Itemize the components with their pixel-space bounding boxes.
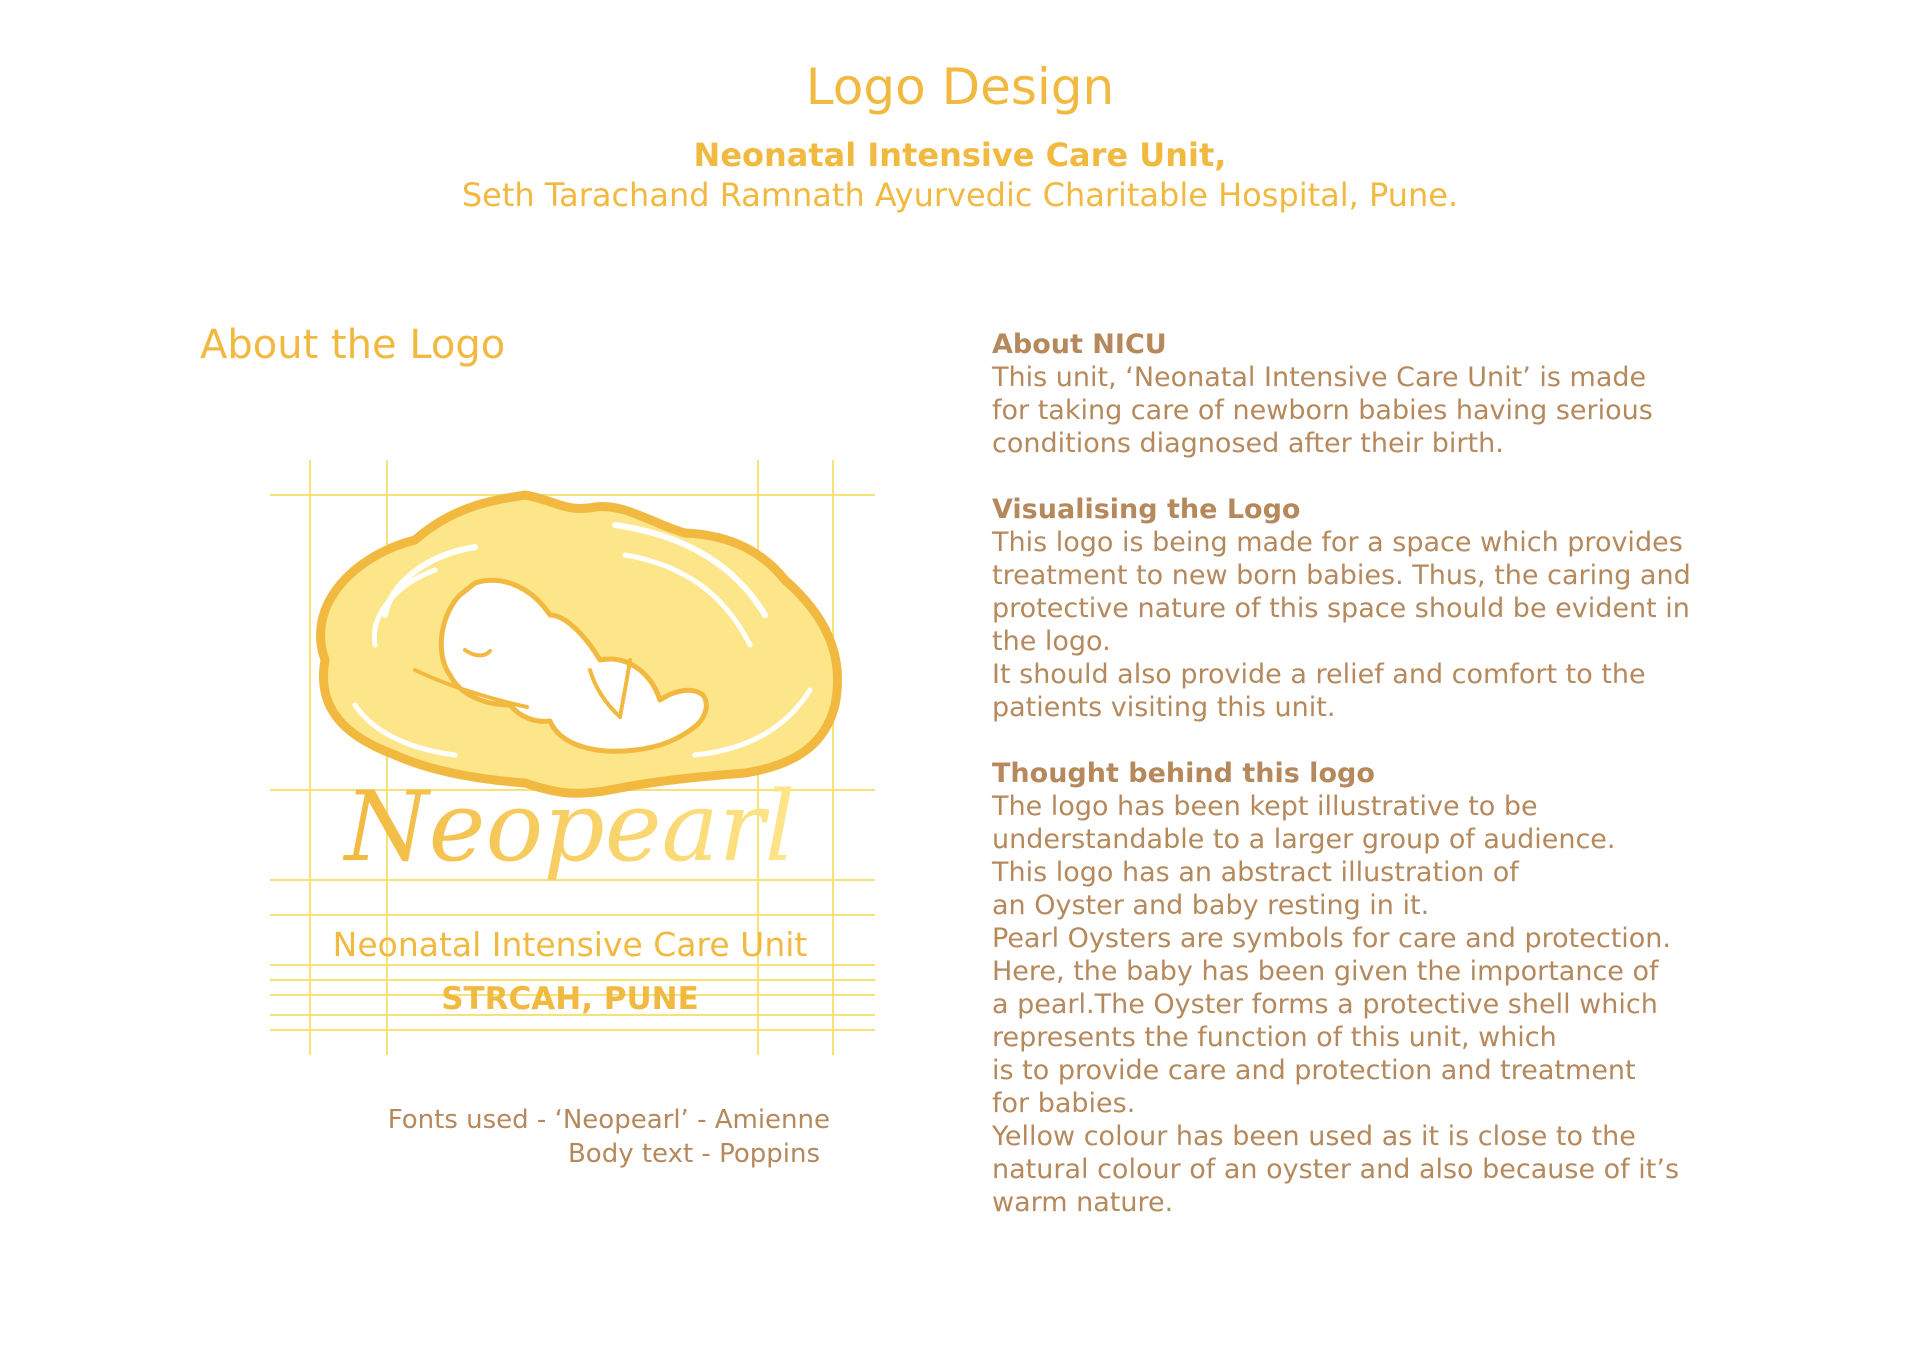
fonts-note-line: Body text - Poppins bbox=[567, 1139, 820, 1169]
fonts-used-note bbox=[300, 1103, 830, 1171]
section-line: This logo is being made for a space which provides bbox=[992, 527, 1683, 558]
logo-wordmark-svg bbox=[265, 780, 875, 890]
section-heading: About NICU bbox=[992, 329, 1167, 360]
section-line: warm nature. bbox=[992, 1187, 1174, 1218]
logo-unit-name: Neonatal Intensive Care Unit bbox=[332, 925, 808, 964]
section-line: is to provide care and protection and treatment bbox=[992, 1055, 1636, 1086]
section-line: This logo has an abstract illustration of bbox=[992, 857, 1519, 888]
section-line: patients visiting this unit. bbox=[992, 692, 1336, 723]
section-line: Pearl Oysters are symbols for care and protection. bbox=[992, 923, 1671, 954]
logo-grid-and-illustration bbox=[265, 455, 875, 1055]
fonts-note-line: Fonts used - ‘Neopearl’ - Amienne bbox=[387, 1105, 830, 1135]
section-visualising-logo bbox=[992, 493, 1752, 724]
section-line: understandable to a larger group of audience. bbox=[992, 824, 1616, 855]
section-line: for taking care of newborn babies having serious bbox=[992, 395, 1653, 426]
section-line: protective nature of this space should be evident in bbox=[992, 593, 1690, 624]
section-thought-behind-logo bbox=[992, 757, 1752, 1219]
page-subtitle-unit: Neonatal Intensive Care Unit, bbox=[693, 136, 1227, 174]
description-column bbox=[992, 328, 1752, 1252]
section-heading: Visualising the Logo bbox=[992, 494, 1301, 525]
section-line: conditions diagnosed after their birth. bbox=[992, 428, 1504, 459]
section-line: natural colour of an oyster and also because of it’s bbox=[992, 1154, 1680, 1185]
section-line: a pearl.The Oyster forms a protective shell which bbox=[992, 989, 1658, 1020]
section-line: for babies. bbox=[992, 1088, 1136, 1119]
section-line: Yellow colour has been used as it is close to the bbox=[992, 1121, 1636, 1152]
section-line: an Oyster and baby resting in it. bbox=[992, 890, 1430, 921]
logo-construction bbox=[265, 455, 875, 1055]
about-logo-heading: About the Logo bbox=[200, 322, 506, 368]
section-line: Here, the baby has been given the importance of bbox=[992, 956, 1659, 987]
section-line: represents the function of this unit, which bbox=[992, 1022, 1557, 1053]
section-about-nicu bbox=[992, 328, 1752, 460]
section-line: It should also provide a relief and comfort to the bbox=[992, 659, 1646, 690]
page-subtitle-hospital: Seth Tarachand Ramnath Ayurvedic Charitable Hospital, Pune. bbox=[461, 176, 1459, 214]
section-line: the logo. bbox=[992, 626, 1111, 657]
section-line: This unit, ‘Neonatal Intensive Care Unit’ is made bbox=[992, 362, 1647, 393]
section-heading: Thought behind this logo bbox=[992, 758, 1375, 789]
section-line: treatment to new born babies. Thus, the caring and bbox=[992, 560, 1691, 591]
logo-wordmark-text: Neopearl bbox=[344, 780, 796, 883]
logo-location: STRCAH, PUNE bbox=[441, 981, 699, 1017]
page-title: Logo Design bbox=[805, 58, 1115, 116]
section-line: The logo has been kept illustrative to be bbox=[992, 791, 1538, 822]
